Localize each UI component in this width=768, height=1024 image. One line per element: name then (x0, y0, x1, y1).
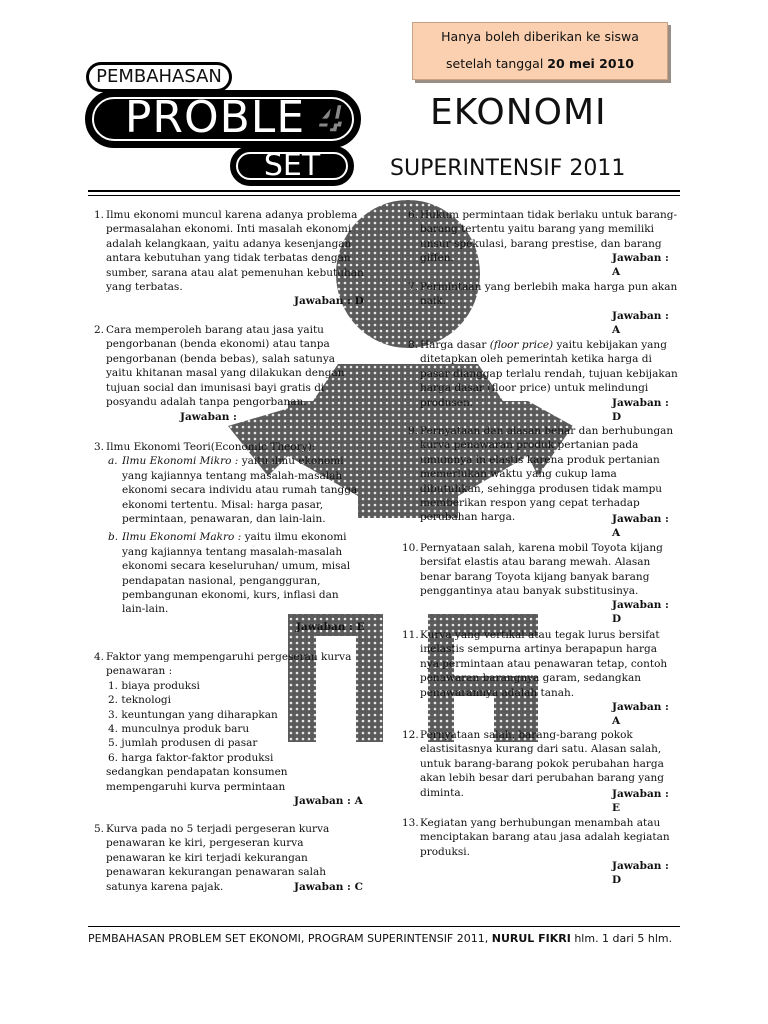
question-3: 3. Ilmu Ekonomi Teori(Economic Theory): a. Ilmu Ekonomi Mikro : yaitu ilmu ekonomi yang kajiannya tentang masalah-masalah ekonomi secara individu atau rumah tangga ekonomi tertentu. Misal: harga pasar, permintaan, penawaran, dan lain-lain. b. Ilmu Ekonomi Makro : yaitu ilmu ekonomi yang kajiannya tentang masalah-masalah ekonomi secara keseluruhan/ umum, misal pendapatan nasional, pengangguran, pembangunan ekonomi, kurs, inflasi dan lain-lain. (94, 440, 364, 617)
question-2: 2. Cara memperoleh barang atau jasa yaitu pengorbanan (benda ekonomi) atau tanpa pengorbanan (benda bebas), salah satunya yaitu khitanan masal yang dilakukan dengan tujuan social dan imunisasi bayi gratis di posyandu adalah tanpa pengorbanan. (94, 324, 345, 409)
question-6: 6. Hukum permintaan tidak berlaku untuk barang-barang tertentu yaitu barang yang memiliki unsur spekulasi, barang prestise, dan barang giffen. (408, 209, 678, 265)
page-title: EKONOMI (430, 92, 607, 133)
answer-12: Jawaban : E (612, 788, 669, 815)
factor-item: 1. biaya produksi (108, 679, 200, 692)
factor-item: 3. keuntungan yang diharapkan (108, 708, 278, 721)
page-footer: PEMBAHASAN PROBLEM SET EKONOMI, PROGRAM SUPERINTENSIF 2011, NURUL FIKRI hlm. 1 dari 5 hlm. (88, 932, 673, 945)
answer-9: Jawaban : A (612, 513, 669, 540)
release-notice (412, 22, 668, 80)
answer-4: Jawaban : A (294, 795, 363, 807)
notice-date: 20 mei 2010 (547, 56, 634, 71)
answer-6: Jawaban : A (612, 252, 669, 279)
notice-line-2: setelah tanggal 20 mei 2010 (446, 56, 634, 71)
answer-1: Jawaban : D (294, 295, 364, 307)
question-4: 4. Faktor yang mempengaruhi pergeseran kurva penawaran : 1. biaya produksi 2. teknologi 3. keuntungan yang diharapkan 4. munculnya produk baru 5. jumlah produsen di pasar 6. harga faktor-faktor produksi sedangkan pendapatan konsumen mempengaruhi kurva permintaan (94, 650, 364, 794)
answer-13: Jawaban : D (612, 860, 669, 887)
factor-item: 5. jumlah produsen di pasar (108, 737, 258, 750)
page-number: hlm. 1 dari 5 hlm. (570, 932, 673, 945)
question-1: 1. Ilmu ekonomi muncul karena adanya problema permasalahan ekonomi. Inti masalah ekonomi adalah kelangkaan, yaitu adanya kesenjangan antara kebutuhan yang tidak terbatas dengan sumber, sarana atau alat pemenuhan kebutuhan yang terbatas. (94, 209, 364, 294)
answer-8: Jawaban : D (612, 397, 669, 424)
problem-set-number: 4 (316, 96, 342, 137)
question-3b: b. Ilmu Ekonomi Makro : yaitu ilmu ekonomi yang kajiannya tentang masalah-masalah ekonomi secara keseluruhan/ umum, misal pendapatan nasional, pengangguran, pembangunan ekonomi, kurs, inflasi dan lain-lain. (108, 531, 351, 616)
answer-7: Jawaban : A (612, 310, 669, 337)
answer-11: Jawaban : A (612, 701, 669, 728)
answer-10: Jawaban : D (612, 599, 669, 626)
pembahasan-label: PEMBAHASAN (86, 62, 232, 92)
question-12: 12. Pernyataan salah, barang-barang pokok elastisitasnya kurang dari satu. Alasan salah, untuk barang-barang pokok perubahan harga akan lebih besar dari perubahan barang yang diminta. (402, 729, 664, 799)
question-9: 9. Pernyataan dan alasan benar dan berhubungan kurva penawaran produk pertanian pada umumnya in elastis karena produk pertanian memerlukan waktu yang cukup lama dibutuhkan, sehingga produsen tidak mampu memberikan respon yang cepat terhadap perubahan harga. (408, 425, 674, 524)
page-subtitle: SUPERINTENSIF 2011 (390, 156, 626, 181)
question-8: 8. Harga dasar (floor price) yaitu kebijakan yang ditetapkan oleh pemerintah ketika harga di pasar dianggap terlalu rendah, tujuan kebijakan harga dasar (floor price) untuk melindungi produsen. (408, 339, 678, 409)
question-3a: a. Ilmu Ekonomi Mikro : yaitu ilmu ekonomi yang kajiannya tentang masalah-masalah ekonomi secara individu atau rumah tangga ekonomi tertentu. Misal: harga pasar, permintaan, penawaran, dan lain-lain. (108, 455, 358, 526)
answer-5: Jawaban : C (294, 881, 363, 893)
factor-item: 6. harga faktor-faktor produksi (108, 751, 274, 764)
question-7: 7. Permintaan yang berlebih maka harga pun akan naik. (408, 281, 678, 308)
question-13: 13. Kegiatan yang berhubungan menambah atau menciptakan barang atau jasa adalah kegiatan produksi. (402, 817, 670, 858)
question-5: 5. Kurva pada no 5 terjadi pergeseran kurva penawaran ke kiri, pergeseran kurva penawaran ke kiri terjadi kekurangan penawaran kekurangan penawaran salah satunya karena pajak. (94, 823, 330, 893)
question-11: 11. Kurva yang vertikal atau tegak lurus bersifat inelastis sempurna artinya berapapun harga nya permintaan atau penawaran tetap, contoh penawaran barangnya garam, sedangkan penawarannya adalah tanah. (402, 629, 668, 699)
set-logo: SET (230, 146, 354, 186)
factor-item: 2. teknologi (108, 694, 171, 707)
factor-item: 4. munculnya produk baru (108, 723, 250, 736)
header-rule (88, 190, 680, 192)
footer-brand: NURUL FIKRI (491, 932, 571, 945)
footer-rule (88, 926, 680, 927)
notice-line-1: Hanya boleh diberikan ke siswa (441, 29, 639, 44)
answer-2: Jawaban : (180, 411, 237, 423)
answer-3: Jawaban : E (296, 621, 365, 633)
question-10: 10. Pernyataan salah, karena mobil Toyota kijang bersifat elastis atau barang mewah. Alasan benar barang Toyota kijang banyak barang penggantinya atau banyak substitusinya. (402, 542, 663, 598)
problem-logo: PROBLE (85, 90, 361, 148)
